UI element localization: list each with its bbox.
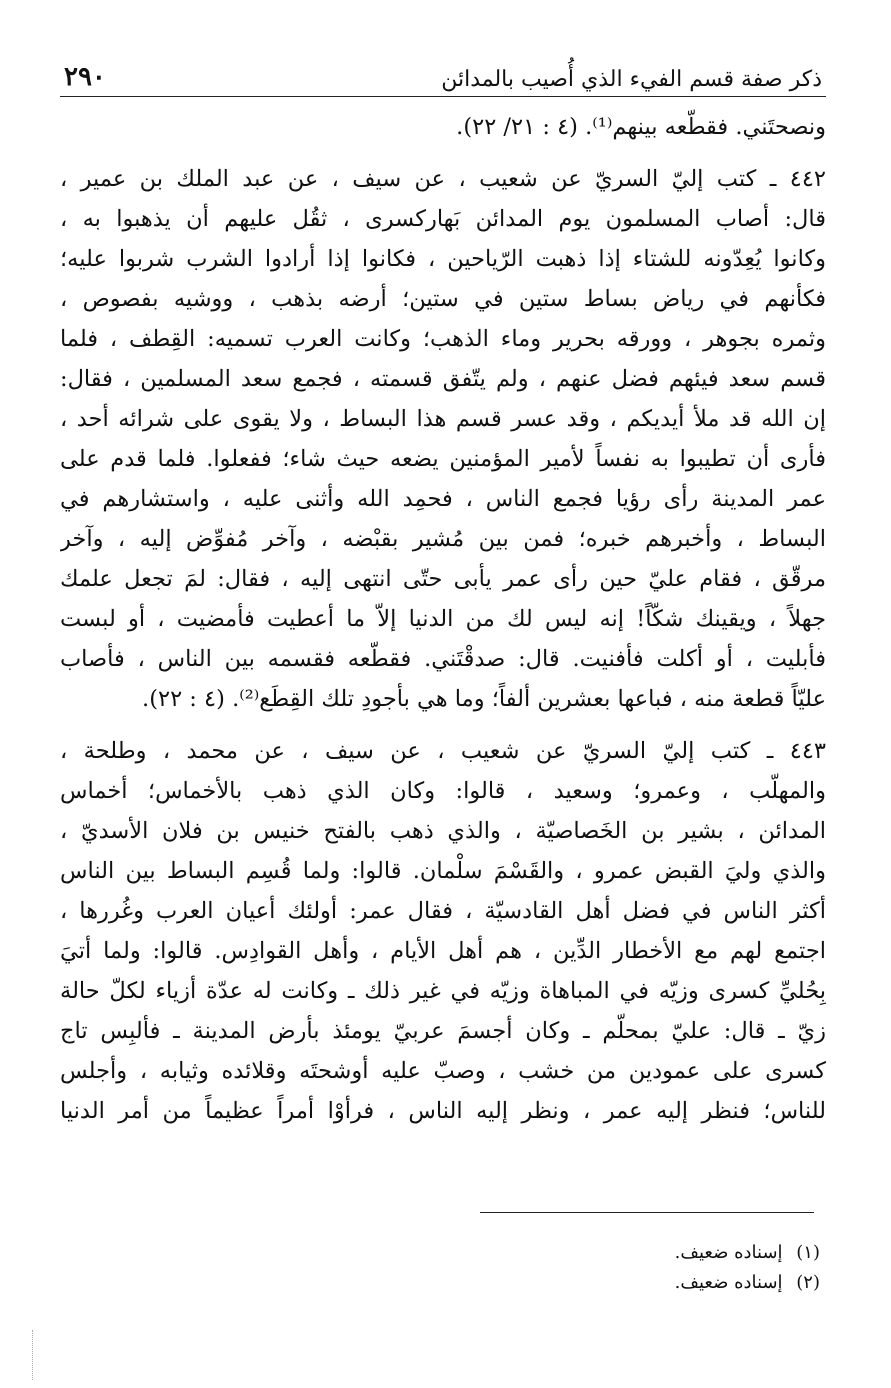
text-line: زيّ ـ قال: عليّ بمحلّم ـ وكان أجسمَ عربيّ يومئذ بأرض المدينة ـ فألبِس تاج — [60, 1018, 826, 1044]
text-line: وكانوا يُعِدّونه للشتاء إذا ذهبت الرّياحين ، فكانوا إذا أرادوا الشرب شربوا عليه؛ — [60, 246, 826, 272]
text-line: عمر المدينة رأى رؤيا فجمع الناس ، فحمِد الله وأثنى عليه ، واستشارهم في — [60, 486, 826, 512]
text-line: بِحُليِّ كسرى وزيّه في المباهاة وزيّه في غير ذلك ـ وكانت له عدّة أزياء لكلّ حالة — [60, 978, 826, 1004]
text-line: جهلاً ، ويقينك شكّاً! إنه ليس لك من الدنيا إلاّ ما أعطيت فأمضيت ، أو لبست — [60, 606, 826, 632]
text-line: فأبليت ، أو أكلت فأفنيت. قال: صدقْتَني. فقطّعه فقسمه بين الناس ، فأصاب — [60, 646, 826, 672]
footnotes — [60, 1238, 820, 1298]
page-body — [60, 50, 826, 1131]
paragraph-442 — [60, 159, 826, 719]
footnote-mark: (١) — [796, 1242, 820, 1263]
text-line: وثمره بجوهر ، وورقه بحرير وماء الذهب؛ وكانت العرب تسميه: القِطف ، فلما — [60, 326, 826, 352]
scan-margin-dots — [32, 1330, 37, 1380]
text-line: فأرى أن تطيبوا به نفساً لأمير المؤمنين يضعه حيث شاء؛ ففعلوا. فلما قدم على — [60, 446, 826, 472]
footnote-text: إسناده ضعيف. — [674, 1242, 783, 1263]
footnote-mark: (٢) — [796, 1272, 820, 1293]
text-line: عليّاً قطعة منه ، فباعها بعشرين ألفاً؛ وما هي بأجودِ تلك القِطَع⁽²⁾. (٤ : ٢٢). — [142, 686, 826, 712]
text-line: ٤٤٢ ـ كتب إليّ السريّ عن شعيب ، عن سيف ، عن عبد الملك بن عمير ، — [60, 166, 826, 192]
running-title: ذكر صفة قسم الفيء الذي أُصيب بالمدائن — [441, 67, 822, 92]
paragraph-continuation — [60, 107, 826, 147]
text-line: فكأنهم في رياض بساط ستين في ستين؛ أرضه بذهب ، ووشيه بفصوص ، — [60, 286, 826, 312]
footnote-1 — [60, 1238, 820, 1268]
text-line: كسرى على عمودين من خشب ، وصبّ عليه أوشحتَه وقلائده وثيابه ، وأجلس — [60, 1058, 826, 1084]
text-line: المدائن ، بشير بن الخَصاصيّة ، والذي ذهب بالفتح خنيس بن فلان الأسديّ ، — [60, 818, 826, 844]
footnote-divider — [480, 1212, 814, 1213]
text-line: مرقّق ، فقام عليّ حين رأى عمر يأبى حتّى انتهى إليه ، فقال: لمَ تجعل علمك — [60, 566, 826, 592]
text-line: البساط ، وأخبرهم خبره؛ فمن بين مُشير بقبْضه ، وآخر مُفوِّض إليه ، وآخر — [60, 526, 826, 552]
text-line: والمهلّب ، وعمرو؛ وسعيد ، قالوا: وكان الذي ذهب بالأخماس؛ أخماس — [60, 778, 826, 804]
running-header — [60, 50, 826, 97]
text-line: ٤٤٣ ـ كتب إليّ السريّ عن شعيب ، عن سيف ، عن محمد ، وطلحة ، — [60, 738, 826, 764]
text-line: اجتمع لهم مع الأخطار الدِّين ، هم أهل الأيام ، وأهل القوادِس. قالوا: ولما أتيَ — [60, 938, 826, 964]
page-number: ٢٩٠ — [64, 62, 106, 92]
footnote-text: إسناده ضعيف. — [674, 1272, 783, 1293]
text-line: أكثر الناس في فضل أهل القادسيّة ، فقال عمر: أولئك أعيان العرب وغُررها ، — [60, 898, 826, 924]
text-line: للناس؛ فنظر إليه عمر ، ونظر إليه الناس ، فرأوْا أمراً عظيماً من أمر الدنيا — [60, 1098, 826, 1124]
text-line: والذي وليَ القبض عمرو ، والقَسْمَ سلْمان. قالوا: ولما قُسِم البساط بين الناس — [60, 858, 826, 884]
footnote-2 — [60, 1268, 820, 1298]
text-line: قال: أصاب المسلمون يوم المدائن بَهاركسرى ، ثقُل عليهم أن يذهبوا به ، — [60, 206, 826, 232]
text-line: إن الله قد ملأ أيديكم ، وقد عسر قسم هذا البساط ، ولا يقوى على شرائه أحد ، — [60, 406, 826, 432]
text-line: ونصحتَني. فقطّعه بينهم⁽¹⁾. (٤ : ٢١/ ٢٢). — [456, 114, 826, 140]
text-line: قسم سعد فيئهم فضل عنهم ، ولم يتّفق قسمته ، فجمع سعد المسلمين ، فقال: — [60, 366, 826, 392]
paragraph-443 — [60, 731, 826, 1131]
